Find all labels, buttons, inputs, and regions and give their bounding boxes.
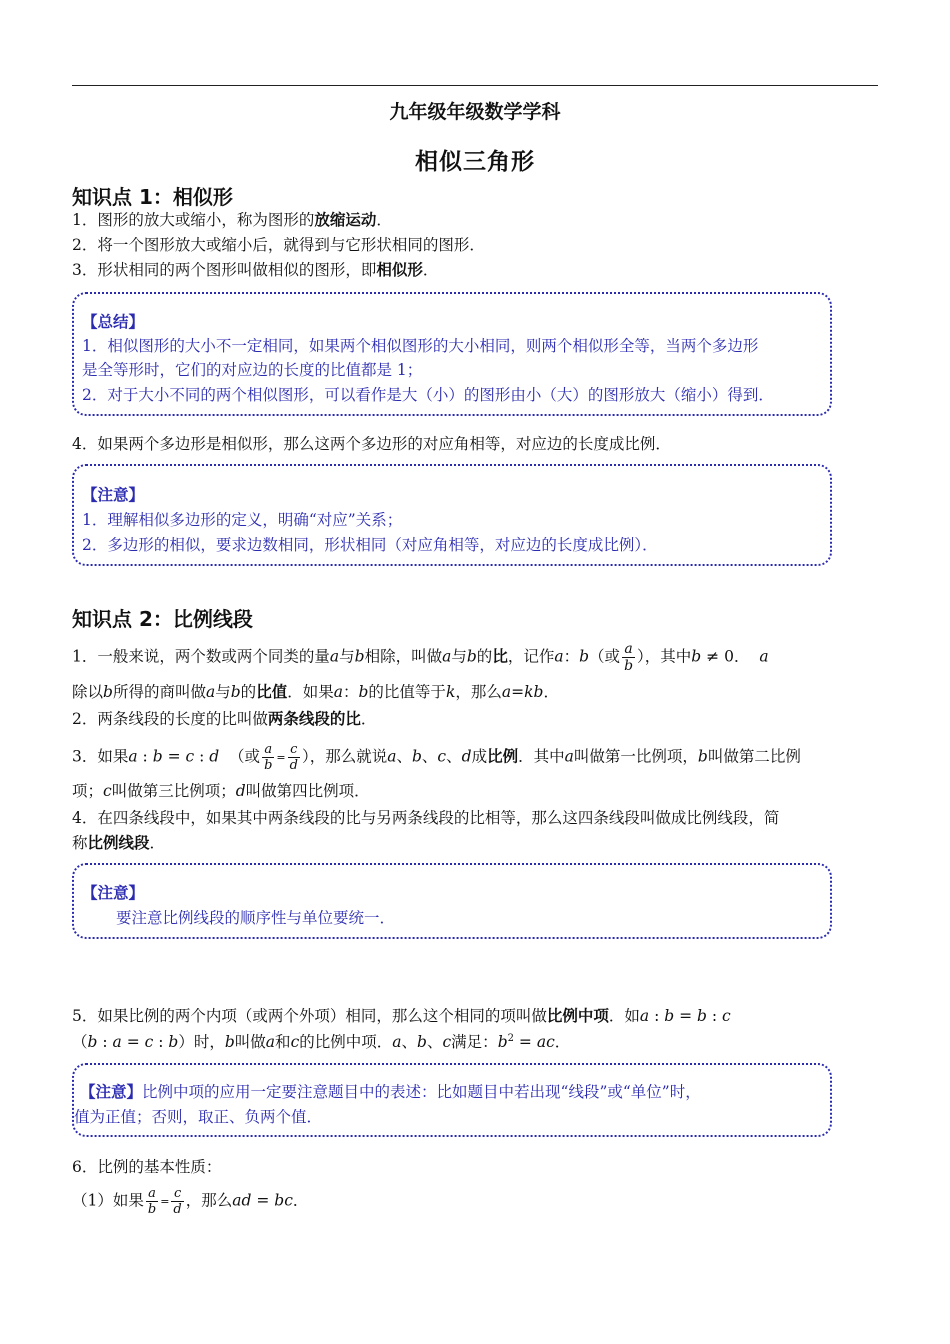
s1-item-2: 2．将一个图形放大或缩小后，就得到与它形状相同的图形．	[72, 236, 485, 254]
s2-p1-line2: 除以b所得的商叫做a与b的比值．如果a：b的比值等于k，那么a=kb．	[72, 682, 559, 701]
note-box-1	[72, 464, 832, 566]
s2-p5-line1: 5．如果比例的两个内项（或两个外项）相同，那么这个相同的项叫做比例中项．如a : b = b : c	[72, 1006, 731, 1025]
section-heading-1: 知识点 1：相似形	[72, 185, 233, 209]
s1-item-3: 3．形状相同的两个图形叫做相似的图形，即相似形．	[72, 260, 439, 279]
s2-p6-title: 6．比例的基本性质：	[72, 1158, 222, 1176]
fraction-a-over-b: $\frac{a}{b}$	[147, 1186, 157, 1217]
note-line-1: 1．理解相似多边形的定义，明确“对应”关系；	[82, 511, 403, 529]
note-line-1: 【注意】比例中项的应用一定要注意题目中的表述：比如题目中若出现“线段”或“单位”时，	[80, 1082, 701, 1101]
s2-p3-line1: 3．如果a : b = c : d （或 $\frac{a}{b}$ = $\frac{c}{d}$ ），那么就说a、b、c、d成比例．其中a叫做第一比例项，b叫做第二比例	[72, 742, 801, 773]
fraction-c-over-d: $\frac{c}{d}$	[173, 1186, 182, 1217]
summary-tag: 【总结】	[82, 312, 145, 331]
note-tag: 【注意】	[82, 883, 145, 902]
subject-header: 九年级年级数学学科	[389, 101, 561, 123]
fraction-c-over-d: $\frac{c}{d}$	[289, 742, 298, 773]
s2-p4-line1: 4．在四条线段中，如果其中两条线段的比与另两条线段的比相等，那么这四条线段叫做成比例线段，简	[72, 809, 780, 827]
note-box-3	[72, 1063, 832, 1137]
s2-p2: 2．两条线段的长度的比叫做两条线段的比．	[72, 709, 377, 728]
s1-item-1: 1．图形的放大或缩小，称为图形的放缩运动．	[72, 210, 392, 229]
page-title: 相似三角形	[415, 148, 535, 175]
note-text: 要注意比例线段的顺序性与单位要统一．	[116, 909, 396, 927]
summary-line-1: 1．相似图形的大小不一定相同，如果两个相似图形的大小相同，则两个相似形全等，当两个多边形	[82, 337, 759, 355]
summary-line-3: 2．对于大小不同的两个相似图形，可以看作是大（小）的图形由小（大）的图形放大（缩小）得到．	[82, 386, 774, 404]
s2-p4-line2: 称比例线段．	[72, 833, 166, 852]
top-rule	[72, 85, 878, 86]
s2-p6-item1: （1）如果 $\frac{a}{b}$ = $\frac{c}{d}$ ，那么ad = bc．	[72, 1186, 309, 1217]
section-heading-2: 知识点 2：比例线段	[72, 607, 253, 631]
note-tag: 【注意】	[82, 485, 145, 504]
s2-p1-line1: 1．一般来说，两个数或两个同类的量a与b相除，叫做a与b的比，记作a：b（或 $\frac{a}{b}$ ），其中b ≠ 0． a	[72, 641, 769, 674]
summary-line-2: 是全等形时，它们的对应边的长度的比值都是 1；	[82, 361, 423, 379]
note-line-2: 值为正值；否则，取正、负两个值．	[74, 1108, 323, 1126]
note-line-2: 2．多边形的相似，要求边数相同，形状相同（对应角相等，对应边的长度成比例）．	[82, 536, 658, 554]
fraction-a-over-b: $\frac{a}{b}$	[264, 742, 273, 773]
s1-item-4: 4．如果两个多边形是相似形，那么这两个多边形的对应角相等，对应边的长度成比例．	[72, 435, 671, 453]
fraction-a-over-b: $\frac{a}{b}$	[624, 641, 634, 674]
summary-box	[72, 292, 832, 416]
s2-p3-line2: 项；c叫做第三比例项；d叫做第四比例项．	[72, 782, 370, 800]
note-box-2	[72, 863, 832, 939]
s2-p5-line2: （b : a = c : b）时，b叫做a和c的比例中项．a、b、c满足：$b^2$ = ac．	[72, 1032, 571, 1051]
